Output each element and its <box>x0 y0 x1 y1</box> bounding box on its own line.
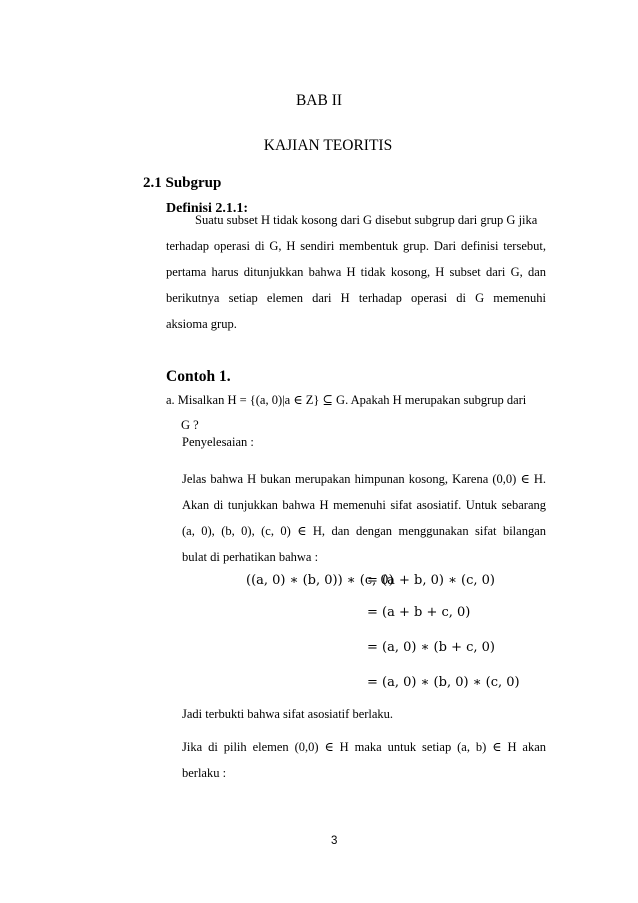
definition-line: terhadap operasi di G, H sendiri membentuk grup. Dari definisi tersebut, <box>166 239 546 253</box>
solution-line: Akan di tunjukkan bahwa H memenuhi sifat asosiatif. Untuk sebarang <box>182 498 546 512</box>
definition-line: berikutnya setiap elemen dari H terhadap operasi di G memenuhi <box>166 291 546 305</box>
definition-paragraph <box>166 207 546 337</box>
section-heading: 2.1 Subgrup <box>143 175 222 191</box>
example-heading: Contoh 1. <box>166 368 231 385</box>
definition-line: pertama harus ditunjukkan bahwa H tidak kosong, H subset dari G, dan <box>166 265 546 279</box>
example-item-a-line1: a. Misalkan H = {(a, 0)|a ∈ Z} ⊆ G. Apakah H merupakan subgrup dari <box>166 393 527 407</box>
solution-paragraph <box>182 466 546 570</box>
chapter-title: KAJIAN TEORITIS <box>263 137 393 154</box>
equation-rhs-1: = (a + b, 0) ∗ (c, 0) <box>367 573 495 588</box>
definition-line: Suatu subset H tidak kosong dari G disebut subgrup dari grup G jika <box>195 213 538 227</box>
identity-line: Jika di pilih elemen (0,0) ∈ H maka untuk setiap (a, b) ∈ H akan <box>182 740 546 754</box>
definition-heading: Definisi 2.1.1: <box>166 201 249 216</box>
chapter-number: BAB II <box>295 92 343 109</box>
equation-rhs-4: = (a, 0) ∗ (b, 0) ∗ (c, 0) <box>367 675 520 690</box>
definition-line: aksioma grup. <box>166 317 237 331</box>
conclusion-text: Jadi terbukti bahwa sifat asosiatif berlaku. <box>182 707 394 721</box>
page-number: 3 <box>331 835 338 847</box>
equation-rhs-2: = (a + b + c, 0) <box>367 605 471 620</box>
solution-line: bulat di perhatikan bahwa : <box>182 550 319 564</box>
identity-line: berlaku : <box>182 766 227 780</box>
equation-rhs-3: = (a, 0) ∗ (b + c, 0) <box>367 640 495 655</box>
solution-line: (a, 0), (b, 0), (c, 0) ∈ H, dan dengan menggunakan sifat bilangan <box>182 524 546 538</box>
solution-label: Penyelesaian : <box>182 435 254 449</box>
equation-lhs: ((a, 0) ∗ (b, 0)) ∗ (c, 0) <box>246 573 394 588</box>
solution-line: Jelas bahwa H bukan merupakan himpunan kosong, Karena (0,0) ∈ H. <box>182 472 546 486</box>
identity-paragraph <box>182 734 546 786</box>
example-item-a-line2: G ? <box>181 418 199 432</box>
